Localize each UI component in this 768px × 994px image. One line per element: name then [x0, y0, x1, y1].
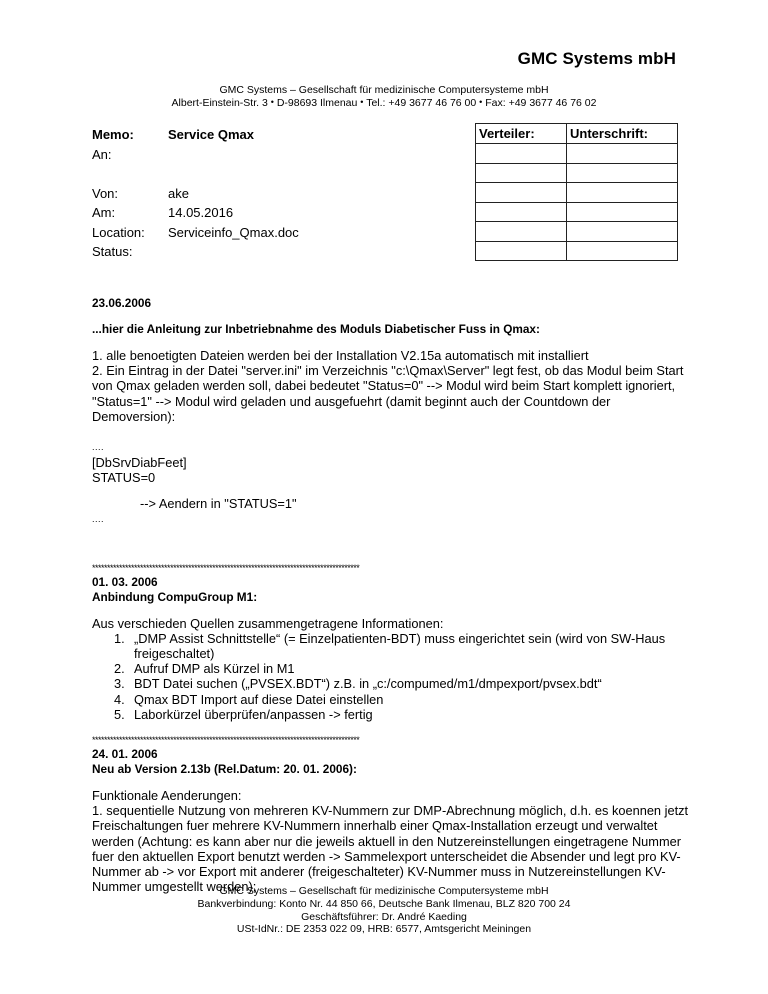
- header-address-line2: [0, 97, 768, 110]
- fax: Fax: +49 3677 46 76 02: [485, 97, 597, 109]
- list-item: [92, 676, 692, 691]
- section2-intro: Aus verschieden Quellen zusammengetragene Informationen:: [92, 615, 444, 631]
- section1-para2: 2. Ein Eintrag in der Datei "server.ini" im Verzeichnis "c:\Qmax\Server" legt fest, ob das Modul beim Start von Qmax geladen werden soll, dabei bedeutet "Status=0" --> Modul wird beim Start komplett ignoriert, "Status=1" --> Modul wird geladen und ausgefuehrt (damit beginnt auch der Countdown der Demoversion):: [92, 363, 684, 424]
- code-change-instruction: --> Aendern in "STATUS=1": [140, 496, 297, 512]
- spacer: [92, 424, 692, 432]
- bullet-icon: •: [270, 97, 274, 107]
- memo-body: [92, 296, 692, 894]
- step-text: Qmax BDT Import auf diese Datei einstellen: [134, 691, 384, 707]
- memo-row-status: [92, 242, 299, 262]
- list-item: [92, 631, 692, 661]
- separator-line: *****************************************************************************************: [92, 562, 360, 573]
- von-label: Von:: [92, 185, 119, 201]
- step-number: 3.: [114, 676, 125, 692]
- section3-intro: Funktionale Aenderungen:: [92, 788, 242, 804]
- location-value: Serviceinfo_Qmax.doc: [168, 224, 299, 240]
- table-cell: [476, 163, 567, 183]
- table-cell: [476, 202, 567, 222]
- bullet-icon: •: [479, 97, 483, 107]
- code-dots-bottom: ....: [92, 513, 105, 524]
- section3-title: Neu ab Version 2.13b (Rel.Datum: 20. 01. 2006):: [92, 762, 357, 777]
- list-item: [92, 661, 692, 676]
- memo-row-location: [92, 223, 299, 243]
- memo-row-memo: [92, 125, 299, 145]
- spacer: [92, 337, 692, 348]
- location-label: Location:: [92, 224, 145, 240]
- city: D-98693 Ilmenau: [276, 97, 358, 109]
- step-number: 1.: [114, 630, 125, 646]
- section1-date: 23.06.2006: [92, 296, 152, 310]
- code-status-line: STATUS=0: [92, 470, 156, 486]
- memo-row-am: [92, 203, 299, 223]
- table-row: [476, 183, 678, 203]
- memo-spacer: [92, 164, 299, 184]
- list-item: [92, 692, 692, 707]
- page-footer: [0, 885, 768, 936]
- section1-title: ...hier die Anleitung zur Inbetriebnahme des Moduls Diabetischer Fuss in Qmax:: [92, 322, 540, 336]
- code-dots-top: ....: [92, 442, 105, 453]
- step-text: Aufruf DMP als Kürzel in M1: [134, 661, 295, 677]
- step-text: Laborkürzel überprüfen/anpassen -> fertig: [134, 706, 373, 722]
- step-number: 4.: [114, 691, 125, 707]
- footer-company: GMC Systems – Gesellschaft für medizinische Computersysteme mbH: [219, 885, 549, 897]
- table-cell: [476, 144, 567, 164]
- spacer: [92, 485, 692, 496]
- table-row: [476, 222, 678, 242]
- header-address: [0, 84, 768, 110]
- spacer: [92, 722, 692, 733]
- distribution-table: [475, 123, 678, 261]
- table-row: [476, 241, 678, 261]
- step-number: 2.: [114, 661, 125, 677]
- table-cell: [567, 202, 678, 222]
- memo-row-an: [92, 145, 299, 165]
- spacer: [92, 527, 692, 561]
- am-value: 14.05.2016: [168, 205, 234, 220]
- header-verteiler: Verteiler:: [476, 124, 567, 144]
- spacer: [92, 605, 692, 616]
- footer-vat: USt-IdNr.: DE 2353 022 09, HRB: 6577, Amtsgericht Meiningen: [236, 923, 532, 936]
- table-cell: [476, 222, 567, 242]
- section3-para1: 1. sequentielle Nutzung von mehreren KV-Nummern zur DMP-Abrechnung möglich, d.h. es koennen jetzt Freischaltungen fuer mehrere KV-Nummern innerhalb einer Qmax-Installation erzeugt und verwaltet werden (Achtung: es kann aber nur die jeweils aktuell in den Nutzereinstellungen eingetragene Nummer fuer den aktuellen Export benutzt werden -> Sammelexport unterscheidet die Absender und legt pro KV- Nummer ab -> vor Export mit anderer (freigeschalteter) KV-Nummer muss in Nutzereinstellungen KV-Nummer umgestellt werden);: [92, 803, 689, 895]
- table-cell: [567, 144, 678, 164]
- table-row: [476, 202, 678, 222]
- step-text: „DMP Assist Schnittstelle“ (= Einzelpatienten-BDT) muss eingerichtet sein (wird von SW-Haus freigeschaltet): [134, 630, 666, 662]
- table-row: [476, 144, 678, 164]
- bullet-icon: •: [360, 97, 364, 107]
- memo-label: Memo:: [92, 127, 134, 142]
- table-header-row: [476, 124, 678, 144]
- von-value: ake: [168, 185, 189, 201]
- separator-line: *****************************************************************************************: [92, 735, 360, 746]
- am-label: Am:: [92, 205, 116, 220]
- header-address-line1: GMC Systems – Gesellschaft für medizinische Computersysteme mbH: [219, 84, 549, 96]
- memo-row-von: [92, 184, 299, 204]
- step-text: BDT Datei suchen („PVSEX.BDT“) z.B. in „c:/compumed/m1/dmpexport/pvsex.bdt“: [134, 676, 602, 692]
- step-number: 5.: [114, 706, 125, 722]
- spacer: [92, 432, 692, 440]
- memo-fields: [92, 125, 299, 262]
- table-cell: [476, 183, 567, 203]
- section2-title: Anbindung CompuGroup M1:: [92, 589, 258, 604]
- table-cell: [567, 163, 678, 183]
- table-cell: [567, 241, 678, 261]
- table-cell: [567, 222, 678, 242]
- footer-ceo: Geschäftsführer: Dr. André Kaeding: [301, 910, 467, 923]
- table-row: [476, 163, 678, 183]
- code-section-name: [DbSrvDiabFeet]: [92, 455, 187, 471]
- section2-steps: [92, 631, 692, 722]
- header-unterschrift: Unterschrift:: [567, 124, 678, 144]
- phone: Tel.: +49 3677 46 76 00: [366, 97, 477, 109]
- memo-value: Service Qmax: [168, 127, 255, 142]
- spacer: [92, 311, 692, 322]
- status-label: Status:: [92, 244, 133, 259]
- list-item: [92, 707, 692, 722]
- footer-bank: Bankverbindung: Konto Nr. 44 850 66, Deutsche Bank Ilmenau, BLZ 820 700 24: [197, 897, 571, 910]
- table-cell: [567, 183, 678, 203]
- street: Albert-Einstein-Str. 3: [171, 97, 268, 109]
- section1-para1: 1. alle benoetigten Dateien werden bei der Installation V2.15a automatisch mit installiert: [92, 348, 589, 363]
- table-cell: [476, 241, 567, 261]
- an-label: An:: [92, 146, 112, 162]
- section3-date: 24. 01. 2006: [92, 747, 158, 762]
- company-title: GMC Systems mbH: [517, 49, 676, 68]
- spacer: [92, 777, 692, 788]
- section2-date: 01. 03. 2006: [92, 574, 158, 589]
